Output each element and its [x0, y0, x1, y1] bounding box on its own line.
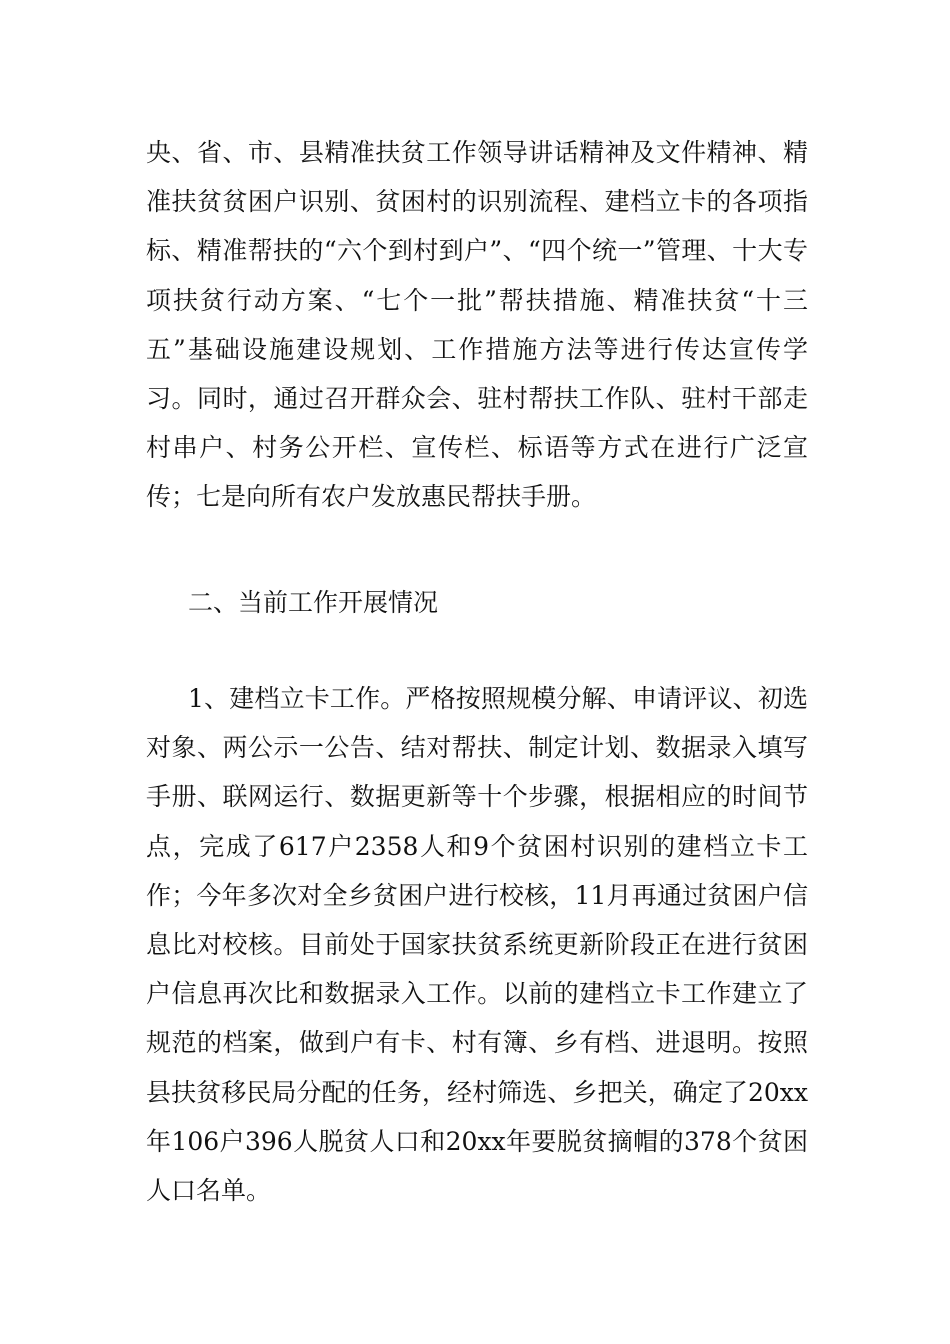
body-paragraph-filing: 1、建档立卡工作。严格按照规模分解、申请评议、初选对象、两公示一公告、结对帮扶、制定计划、数据录入填写手册、联网运行、数据更新等十个步骤，根据相应的时间节点，完成了617户2358人和9个贫困村识别的建档立卡工作；今年多次对全乡贫困户进行校核，11月再通过贫困户信息比对校核。目前处于国家扶贫系统更新阶段正在进行贫困户信息再次比和数据录入工作。以前的建档立卡工作建立了规范的档案，做到户有卡、村有簿、乡有档、进退明。按照县扶贫移民局分配的任务，经村筛选、乡把关，确定了20xx年106户396人脱贫人口和20xx年要脱贫摘帽的378个贫困人口名单。 — [146, 684, 808, 1206]
body-paragraph-continued: 央、省、市、县精准扶贫工作领导讲话精神及文件精神、精准扶贫贫困户识别、贫困村的识别流程、建档立卡的各项指标、精准帮扶的“六个到村到户”、“四个统一”管理、十大专项扶贫行动方案、“七个一批”帮扶措施、精准扶贫“十三五”基础设施建设规划、工作措施方法等进行传达宣传学习。同时，通过召开群众会、驻村帮扶工作队、驻村干部走村串户、村务公开栏、宣传栏、标语等方式在进行广泛宣传；七是向所有农户发放惠民帮扶手册。 — [146, 138, 808, 512]
section-heading: 二、当前工作开展情况 — [188, 588, 439, 617]
